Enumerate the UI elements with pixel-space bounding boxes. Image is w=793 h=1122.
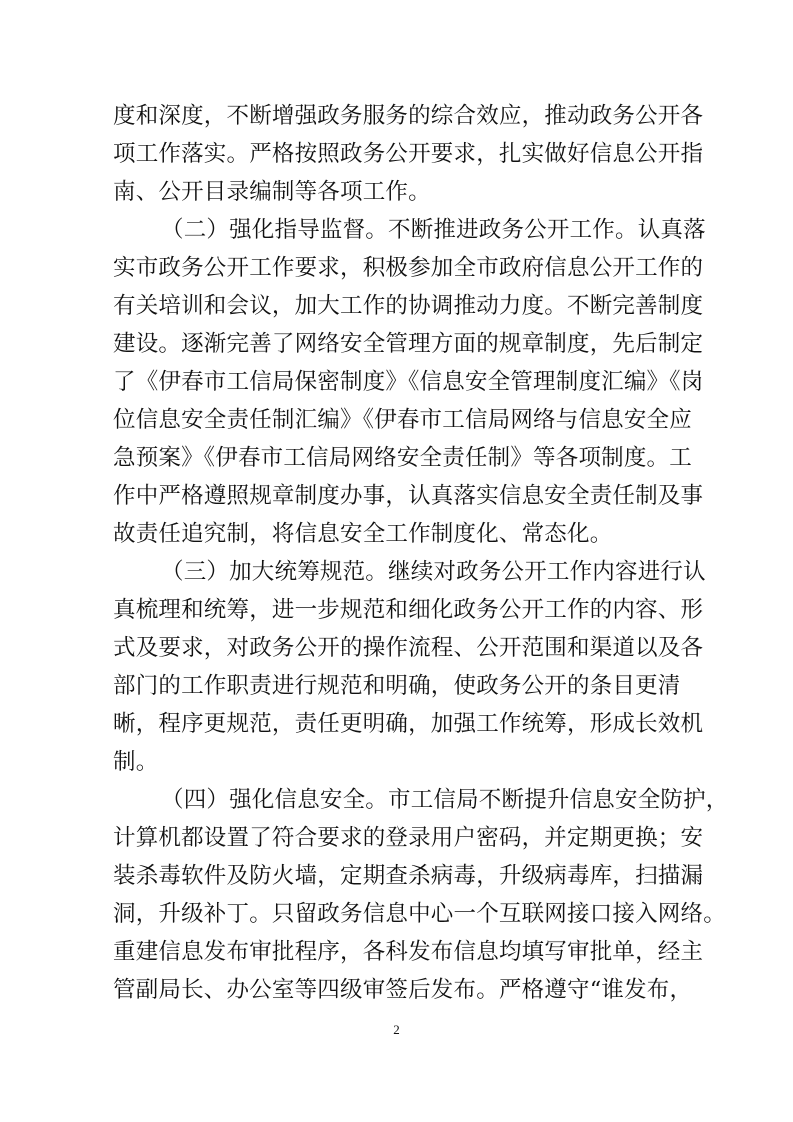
- text-line: 位信息安全责任制汇编》《伊春市工信局网络与信息安全应: [113, 407, 692, 433]
- text-line: 故责任追究制，将信息安全工作制度化、常态化。: [113, 521, 613, 547]
- paragraph-heading-2: （二）强化指导监督。不断推进政务公开工作。认真落: [161, 217, 706, 243]
- text-line: 重建信息发布审批程序，各科发布信息均填写审批单，经主: [113, 939, 704, 965]
- text-line: 南、公开目录编制等各项工作。: [113, 179, 431, 205]
- text-line: 洞，升级补丁。只留政务信息中心一个互联网接口接入网络。: [113, 901, 726, 927]
- paragraph-heading-4: （四）强化信息安全。市工信局不断提升信息安全防护，: [161, 787, 729, 813]
- text-line: 装杀毒软件及防火墙，定期查杀病毒，升级病毒库，扫描漏: [113, 863, 704, 889]
- text-line: 了《伊春市工信局保密制度》《信息安全管理制度汇编》《岗: [113, 369, 704, 395]
- text-line: 建设。逐渐完善了网络安全管理方面的规章制度，先后制定: [113, 331, 704, 357]
- text-line: 有关培训和会议，加大工作的协调推动力度。不断完善制度: [113, 293, 704, 319]
- text-line: 作中严格遵照规章制度办事，认真落实信息安全责任制及事: [113, 483, 704, 509]
- text-line: 真梳理和统筹，进一步规范和细化政务公开工作的内容、形: [113, 597, 704, 623]
- text-line: 制。: [113, 749, 159, 775]
- page-number: 2: [393, 1022, 400, 1037]
- text-line: 晰，程序更规范，责任更明确，加强工作统筹，形成长效机: [113, 711, 704, 737]
- text-line: 项工作落实。严格按照政务公开要求，扎实做好信息公开指: [113, 141, 704, 167]
- text-line: 计算机都设置了符合要求的登录用户密码，并定期更换；安: [113, 825, 704, 851]
- text-line: 度和深度，不断增强政务服务的综合效应，推动政务公开各: [113, 103, 704, 129]
- text-line: 式及要求，对政务公开的操作流程、公开范围和渠道以及各: [113, 635, 704, 661]
- text-line: 管副局长、办公室等四级审签后发布。严格遵守“谁发布，: [113, 977, 693, 1003]
- text-line: 部门的工作职责进行规范和明确，使政务公开的条目更清: [113, 673, 681, 699]
- text-line: 实市政务公开工作要求，积极参加全市政府信息公开工作的: [113, 255, 704, 281]
- text-line: 急预案》《伊春市工信局网络安全责任制》等各项制度。工: [113, 445, 692, 471]
- paragraph-heading-3: （三）加大统筹规范。继续对政务公开工作内容进行认: [161, 559, 706, 585]
